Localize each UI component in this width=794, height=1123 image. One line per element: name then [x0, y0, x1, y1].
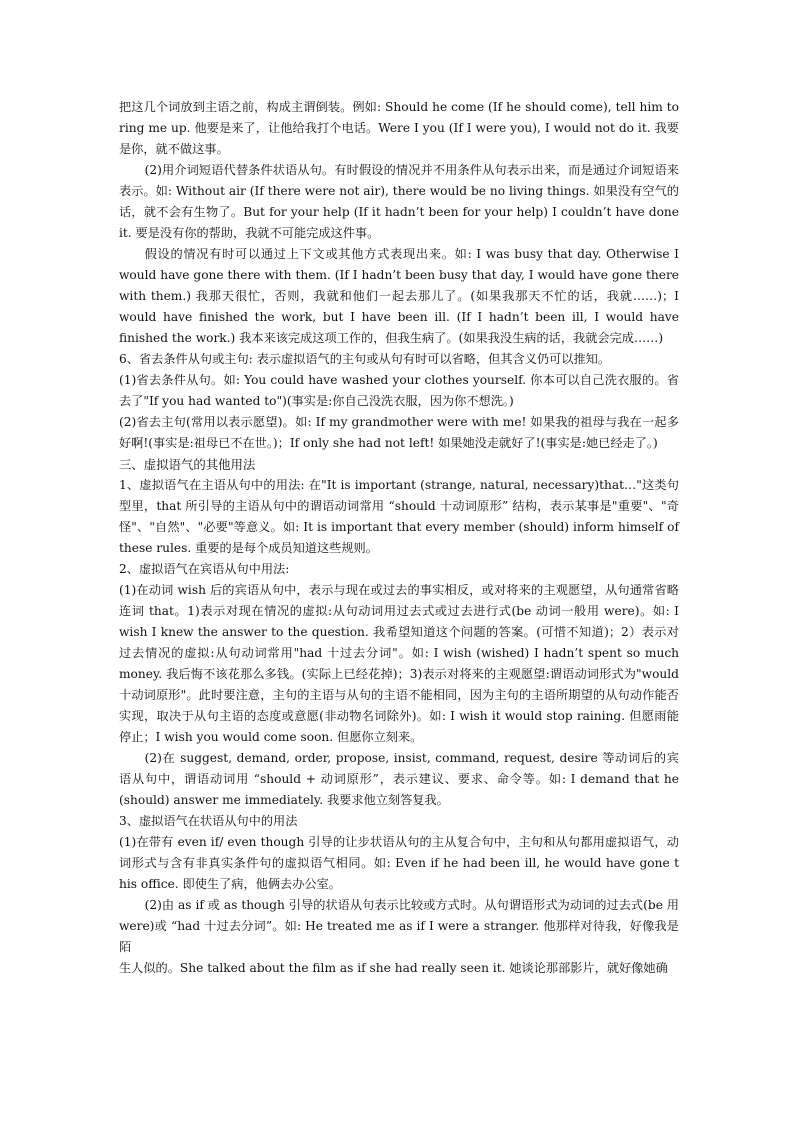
paragraph-subject-clause: 1、虚拟语气在主语从句中的用法: 在"It is important (strange, natural, necessary)that…"这类句型里，that 所引导的主语从句中的谓语动词常用 “should 十动词原形” 结构，表示某事是"重要"、"奇怪"、"自然"、"必要"等意义。如: It is important that every member (should) inform himself of these rules. 重要的是每个成员知道这些规则。 — [119, 478, 679, 555]
paragraph-even-if: (1)在带有 even if/ even though 引导的让步状语从句的主从复合句中，主句和从句都用虚拟语气，动词形式与含有非真实条件句的虚拟语气相同。如: Even if he had been ill, he would have gone t his office. 即使生了病，他俩去办公室。 — [119, 835, 679, 891]
section-heading-other-uses: 三、虚拟语气的其他用法 — [119, 457, 256, 472]
document-body — [119, 97, 679, 979]
section-6-omission: 6、省去条件从句或主句: 表示虚拟语气的主句或从句有时可以省略，但其含义仍可以推知。 — [119, 352, 611, 366]
paragraph-as-if-continued: 生人似的。She talked about the film as if she had really seen it. 她谈论那部影片，就好像她确 — [119, 961, 668, 975]
section-adverbial-clause-heading: 3、虚拟语气在状语从句中的用法 — [119, 814, 298, 828]
paragraph-prepositional-phrase: (2)用介词短语代替条件状语从句。有时假设的情况并不用条件从句表示出来，而是通过介词短语来表示。如: Without air (If there were not air), there would be no living things. 如果没有空气的话，就不会有生物了。But for your help (If it hadn’t been for your help) I couldn’t have done it. 要是没有你的帮助，我就不可能完成这件事。 — [119, 163, 679, 240]
paragraph-suggest-verbs: (2)在 suggest, demand, order, propose, insist, command, request, desire 等动词后的宾语从句中，谓语动词用 “should + 动词原形”，表示建议、要求、命令等。如: I demand that he (should) answer me immediately. 我要求他立刻答复我。 — [119, 751, 679, 807]
paragraph-context-implied: 假设的情况有时可以通过上下文或其他方式表现出来。如: I was busy that day. Otherwise I would have gone there with them. (If I hadn’t been busy that day, I would have gone there with them.) 我那天很忙，否则，我就和他们一起去那儿了。(如果我那天不忙的话，我就……)；I would have finished the work, but I have been ill. (If I hadn’t been ill, I would have finished the work.) 我本来该完成这项工作的，但我生病了。(如果我没生病的话，我就会完成……) — [119, 247, 679, 345]
paragraph-omit-condition: (1)省去条件从句。如: You could have washed your clothes yourself. 你本可以自己洗衣服的。省去了"If you had wanted to")(事实是:你自己没洗衣服，因为你不想洗。) — [119, 373, 679, 408]
paragraph-omit-main-clause: (2)省去主句(常用以表示愿望)。如: If my grandmother were with me! 如果我的祖母与我在一起多好啊!(事实是:祖母已不在世。)；If only she had not left! 如果她没走就好了!(事实是:她已经走了。) — [119, 415, 679, 450]
paragraph-wish-clause: (1)在动词 wish 后的宾语从句中，表示与现在或过去的事实相反，或对将来的主观愿望，从句通常省略连词 that。1)表示对现在情况的虚拟:从句动词用过去式或过去进行式(be 动词一般用 were)。如: I wish I knew the answer to the question. 我希望知道这个问题的答案。(可惜不知道)；2）表示对过去情况的虚拟:从句动词常用"had 十过去分词"。如: I wish (wished) I hadn’t spent so much money. 我后悔不该花那么多钱。(实际上已经花掉)；3)表示对将来的主观愿望:谓语动词形式为"would 十动词原形"。此时要注意，主句的主语与从句的主语不能相同，因为主句的主语所期望的从句动作能否实现，取决于从句主语的态度或意愿(非动物名词除外)。如: I wish it would stop raining. 但愿雨能停止；I wish you would come soon. 但愿你立刻来。 — [119, 583, 679, 744]
section-object-clause-heading: 2、虚拟语气在宾语从句中用法: — [119, 562, 290, 576]
paragraph-inversion-example: 把这几个词放到主语之前，构成主谓倒装。例如: Should he come (If he should come), tell him to ring me up. 他要是来了，让他给我打个电话。Were I you (If I were you), I would not do it. 我要是你，就不做这事。 — [119, 100, 679, 156]
paragraph-as-if: (2)由 as if 或 as though 引导的状语从句表示比较或方式时。从句谓语形式为动词的过去式(be 用 were)或 “had 十过去分词”。如: He treated me as if I were a stranger. 他那样对待我，好像我是陌 — [119, 898, 679, 954]
